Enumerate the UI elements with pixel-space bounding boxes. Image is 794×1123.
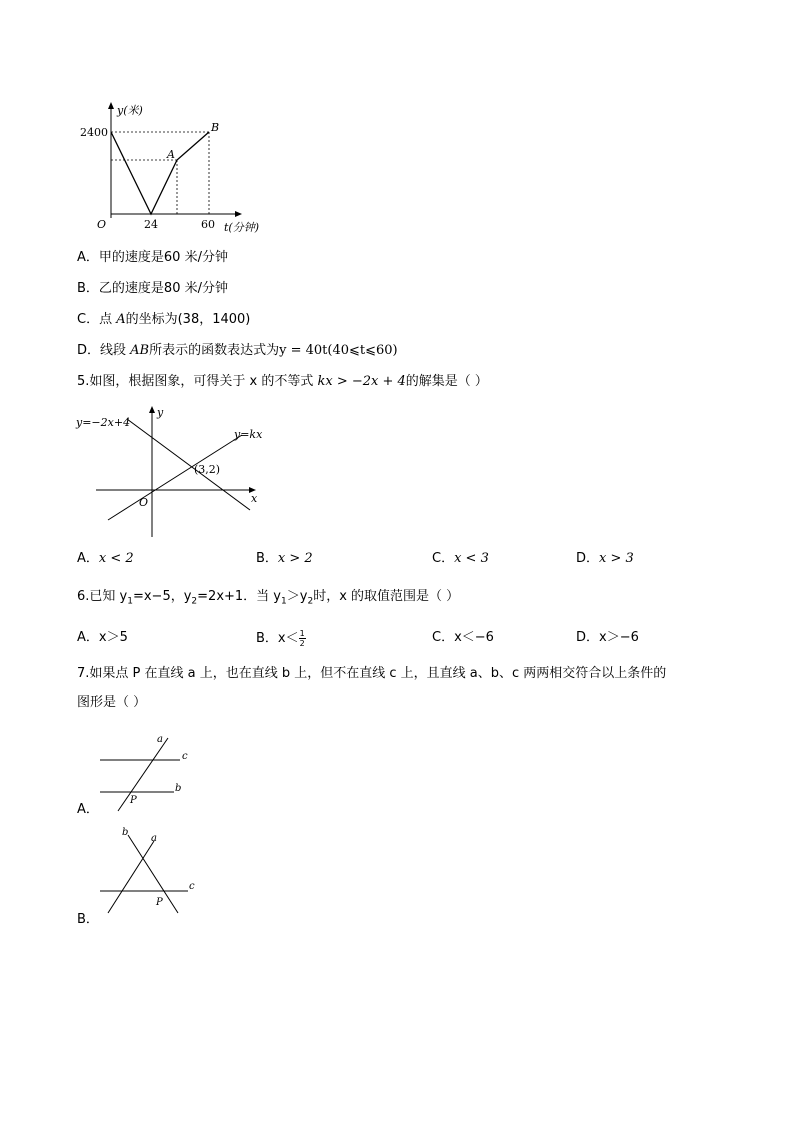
q4-point-b-label: B — [211, 121, 220, 134]
q4-x-axis-arrow — [235, 211, 242, 217]
q7a-label-a: a — [157, 734, 163, 745]
q6-stem-mid3: ＞y — [286, 589, 308, 604]
q6-sub-2: 2 — [191, 596, 198, 607]
q5-option-a-math: x < 2 — [98, 551, 134, 566]
q6-option-b-fraction — [299, 629, 306, 648]
q4-x-tick-60: 60 — [201, 218, 215, 231]
q5-linear-graph — [72, 402, 272, 542]
q4-option-a[interactable] — [77, 249, 228, 267]
q4-option-b-text: 乙的速度是80 米/分钟 — [98, 281, 228, 296]
q5-y-label: y — [157, 406, 164, 419]
q7b-label-p: P — [156, 897, 163, 908]
q4-origin-label: O — [97, 218, 107, 231]
q5-option-c[interactable] — [432, 550, 489, 568]
q5-option-c-label: C． — [432, 551, 455, 566]
q4-option-d-prefix: 线段 — [100, 343, 131, 358]
q5-stem-prefix: 5.如图，根据图象，可得关于 x 的不等式 — [77, 374, 318, 389]
q6-option-b-frac-num: 1 — [299, 629, 305, 638]
q7b-label-b: b — [122, 827, 129, 838]
q5-option-d[interactable] — [576, 550, 634, 568]
q4-graph-line — [111, 132, 209, 214]
q4-option-d-suffix: 所表示的函数表达式为 — [149, 343, 280, 358]
q7-figure-b — [90, 825, 210, 920]
q6-option-c-text: x＜−6 — [454, 630, 494, 645]
q4-y-axis-arrow — [108, 102, 114, 109]
q5-point-label: (3,2) — [194, 463, 221, 476]
q5-option-b-label: B． — [256, 551, 278, 566]
q6-stem-mid2: =2x+1．当 y — [197, 589, 282, 604]
q7-figure-a-label[interactable]: A． — [77, 802, 99, 817]
q5-y-axis-arrow — [149, 406, 155, 413]
q6-stem-suffix: 时，x 的取值范围是（ ） — [313, 589, 460, 604]
q4-point-a-label: A — [167, 148, 175, 161]
q5-option-b-math: x > 2 — [277, 551, 313, 566]
q7b-label-a: a — [151, 833, 157, 844]
q5-stem-suffix: 的解集是（ ） — [405, 374, 488, 389]
q5-line2-label: y=kx — [234, 428, 263, 441]
q5-line-kx — [108, 435, 242, 520]
q5-option-c-math: x < 3 — [454, 551, 489, 566]
q6-sub-1: 1 — [127, 596, 133, 607]
q4-y-tick-2400: 2400 — [80, 126, 108, 139]
q7-stem-line-1: 7.如果点 P 在直线 a 上，也在直线 b 上，但不在直线 c 上，且直线 a、b、c 两两相交符合以上条件的 — [77, 666, 667, 681]
q4-option-c-label: C． — [77, 312, 100, 327]
q4-option-d-label: D． — [77, 343, 101, 358]
q4-x-axis-label: t(分钟) — [224, 221, 260, 234]
q6-option-c[interactable] — [432, 629, 494, 647]
q7a-line-a — [118, 738, 168, 811]
q6-option-d-label: D． — [576, 630, 600, 645]
q7-figure-b-label[interactable]: B． — [77, 912, 99, 927]
q6-stem-mid1: =x−5，y — [132, 589, 192, 604]
q5-option-d-label: D． — [576, 551, 600, 566]
q5-line1-label: y=−2x+4 — [76, 416, 131, 429]
q6-stem-prefix: 6.已知 y — [77, 589, 128, 604]
q6-option-b-frac-den: 2 — [299, 639, 305, 648]
q4-option-a-label: A． — [77, 250, 99, 265]
q4-distance-time-graph — [80, 100, 280, 240]
q6-sub-3: 1 — [281, 596, 287, 607]
q5-stem — [77, 373, 488, 391]
q7-figure-a — [90, 728, 200, 813]
q7a-label-b: b — [175, 783, 182, 794]
q6-option-b-label: B． — [256, 631, 278, 646]
q6-sub-4: 2 — [307, 596, 314, 607]
q4-option-c-var: A — [116, 312, 126, 327]
q6-stem — [77, 588, 459, 611]
q4-option-b[interactable] — [77, 280, 228, 298]
q7b-line-a — [108, 841, 154, 913]
q4-option-a-text: 甲的速度是60 米/分钟 — [98, 250, 228, 265]
q6-option-b[interactable] — [256, 629, 306, 648]
q5-origin-label: O — [139, 496, 149, 509]
q4-option-c-prefix: 点 — [99, 312, 117, 327]
q4-option-b-label: B． — [77, 281, 99, 296]
q5-option-d-math: x > 3 — [599, 551, 634, 566]
q7a-label-c: c — [182, 751, 188, 762]
q4-y-axis-label: y(米) — [117, 104, 143, 117]
q6-option-a[interactable] — [77, 629, 128, 647]
q5-option-a-label: A． — [77, 551, 99, 566]
q5-stem-math: kx > −2x + 4 — [317, 374, 406, 389]
q7b-line-b — [128, 835, 178, 913]
q6-option-b-text: x＜ — [277, 631, 299, 646]
q4-option-d-formula: y = 40t(40⩽t⩽60) — [279, 343, 398, 358]
q7b-label-c: c — [189, 881, 195, 892]
q5-option-a[interactable] — [77, 550, 134, 568]
q4-x-tick-24: 24 — [144, 218, 158, 231]
q4-option-c-suffix: 的坐标为(38，1400) — [125, 312, 251, 327]
q4-option-d[interactable] — [77, 342, 398, 360]
q6-option-d-text: x＞−6 — [599, 630, 639, 645]
q6-option-d[interactable] — [576, 629, 639, 647]
q4-option-c[interactable] — [77, 311, 250, 329]
q7-stem-line-2: 图形是（ ） — [77, 695, 147, 710]
q5-x-label: x — [251, 492, 258, 505]
q6-option-c-label: C． — [432, 630, 455, 645]
q7a-label-p: P — [130, 795, 137, 806]
q6-option-a-text: x＞5 — [98, 630, 128, 645]
q6-option-a-label: A． — [77, 630, 99, 645]
q4-option-d-var: AB — [130, 343, 150, 358]
q5-option-b[interactable] — [256, 550, 313, 568]
